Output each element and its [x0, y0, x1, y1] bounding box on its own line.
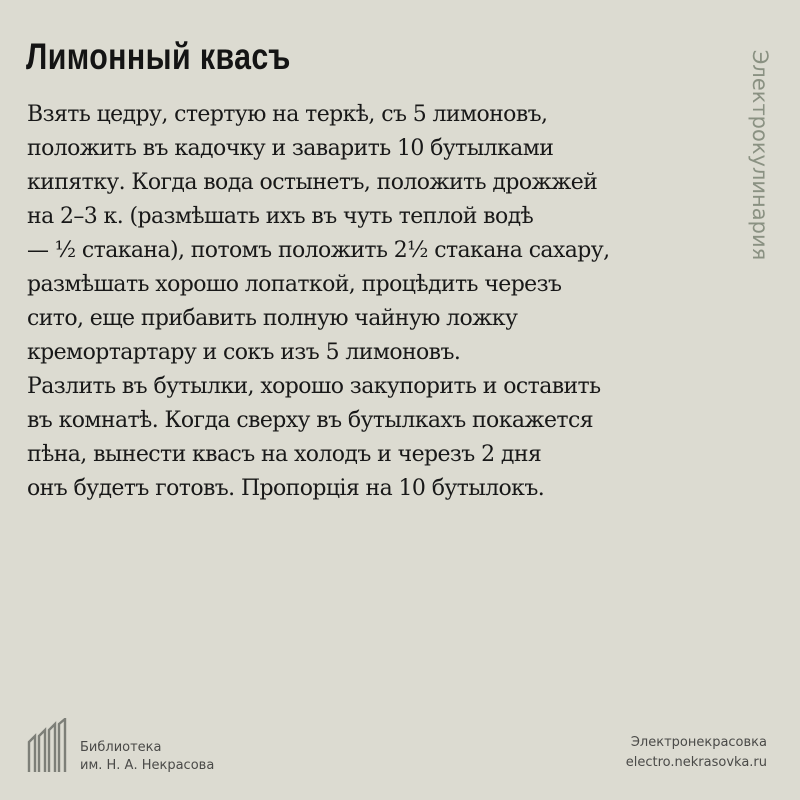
recipe-line: онъ будетъ готовъ. Пропорція на 10 бутылокъ.	[27, 476, 545, 501]
recipe-line: положить въ кадочку и заварить 10 бутылками	[27, 136, 554, 161]
recipe-line: кремортартару и сокъ изъ 5 лимоновъ.	[27, 340, 461, 365]
recipe-line: въ комнатѣ. Когда сверху въ бутылкахъ покажется	[27, 408, 593, 433]
side-label-text: Электрокулинария	[748, 49, 772, 261]
library-name	[80, 739, 214, 775]
recipe-line: размѣшать хорошо лопаткой, процѣдить черезъ	[27, 272, 562, 297]
recipe-title: Лимонный квасъ	[26, 36, 291, 77]
site-name: Электронекрасовка	[630, 735, 767, 750]
recipe-line: Взять цедру, стертую на теркѣ, съ 5 лимоновъ,	[27, 102, 548, 127]
side-label	[742, 40, 778, 270]
recipe-line: кипятку. Когда вода остынетъ, положить дрожжей	[27, 170, 598, 195]
library-name-line1: Библиотека	[80, 740, 162, 755]
site-url[interactable]: electro.nekrasovka.ru	[625, 755, 767, 770]
recipe-line: сито, еще прибавить полную чайную ложку	[27, 306, 518, 331]
recipe-line: на 2–3 к. (размѣшать ихъ въ чуть теплой водѣ	[27, 204, 534, 229]
recipe-line: пѣна, вынести квасъ на холодъ и черезъ 2 дня	[27, 442, 542, 467]
library-name-line2: им. Н. А. Некрасова	[80, 758, 215, 773]
recipe-line: — ½ стакана), потомъ положить 2½ стакана сахару,	[27, 238, 610, 263]
library-logo-icon	[26, 718, 72, 774]
recipe-body	[27, 98, 747, 506]
site-credit	[626, 733, 767, 773]
recipe-line: Разлить въ бутылки, хорошо закупорить и оставить	[27, 374, 601, 399]
